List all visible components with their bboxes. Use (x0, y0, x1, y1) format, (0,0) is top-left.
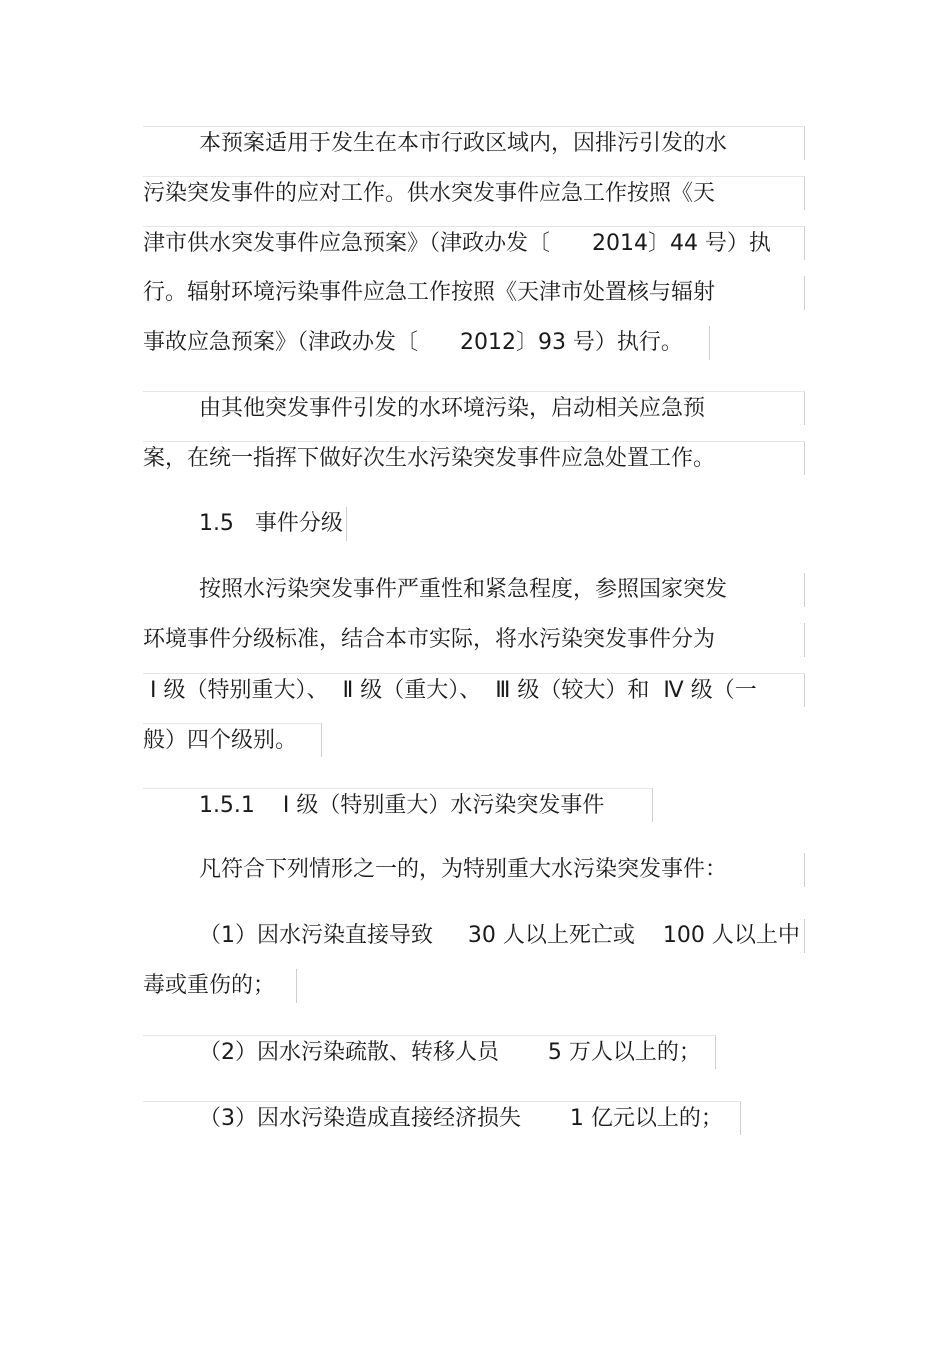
paragraph-line-9: 按照水污染突发事件严重性和紧急程度，参照国家突发 (143, 573, 805, 607)
paragraph-line-6: 由其他突发事件引发的水环境污染，启动相关应急预 (143, 391, 805, 425)
paragraph-line-7: 案，在统一指挥下做好次生水污染突发事件应急处置工作。 (143, 441, 805, 475)
paragraph-line-5: 事故应急预案》（津政办发〔 2012〕93 号）执行。 (143, 326, 710, 360)
list-item-2: （2）因水污染疏散、转移人员 5 万人以上的； (143, 1035, 716, 1069)
paragraph-line-1: 本预案适用于发生在本市行政区域内，因排污引发的水 (143, 126, 805, 160)
list-item-1: （1）因水污染直接导致 30 人以上死亡或 100 人以上中 (143, 919, 805, 953)
paragraph-line-14: 凡符合下列情形之一的，为特别重大水污染突发事件： (143, 853, 805, 887)
paragraph-line-2: 污染突发事件的应对工作。供水突发事件应急工作按照《天 (143, 176, 805, 210)
paragraph-line-4: 行。辐射环境污染事件应急工作按照《天津市处置核与辐射 (143, 276, 805, 310)
paragraph-line-3: 津市供水突发事件应急预案》（津政办发〔 2014〕44 号）执 (143, 226, 805, 260)
paragraph-line-10: 环境事件分级标准，结合本市实际，将水污染突发事件分为 (143, 623, 805, 657)
paragraph-line-11: Ⅰ 级（特别重大）、 Ⅱ 级（重大）、 Ⅲ 级（较大）和 Ⅳ 级（一 (143, 673, 805, 707)
section-heading-1-5-1: 1.5.1 Ⅰ 级（特别重大）水污染突发事件 (143, 788, 653, 822)
paragraph-line-12: 般）四个级别。 (143, 723, 322, 757)
list-item-3: （3）因水污染造成直接经济损失 1 亿元以上的； (143, 1101, 741, 1135)
section-heading-1-5: 1.5 事件分级 (143, 507, 347, 541)
list-item-1-continued: 毒或重伤的； (143, 969, 297, 1003)
